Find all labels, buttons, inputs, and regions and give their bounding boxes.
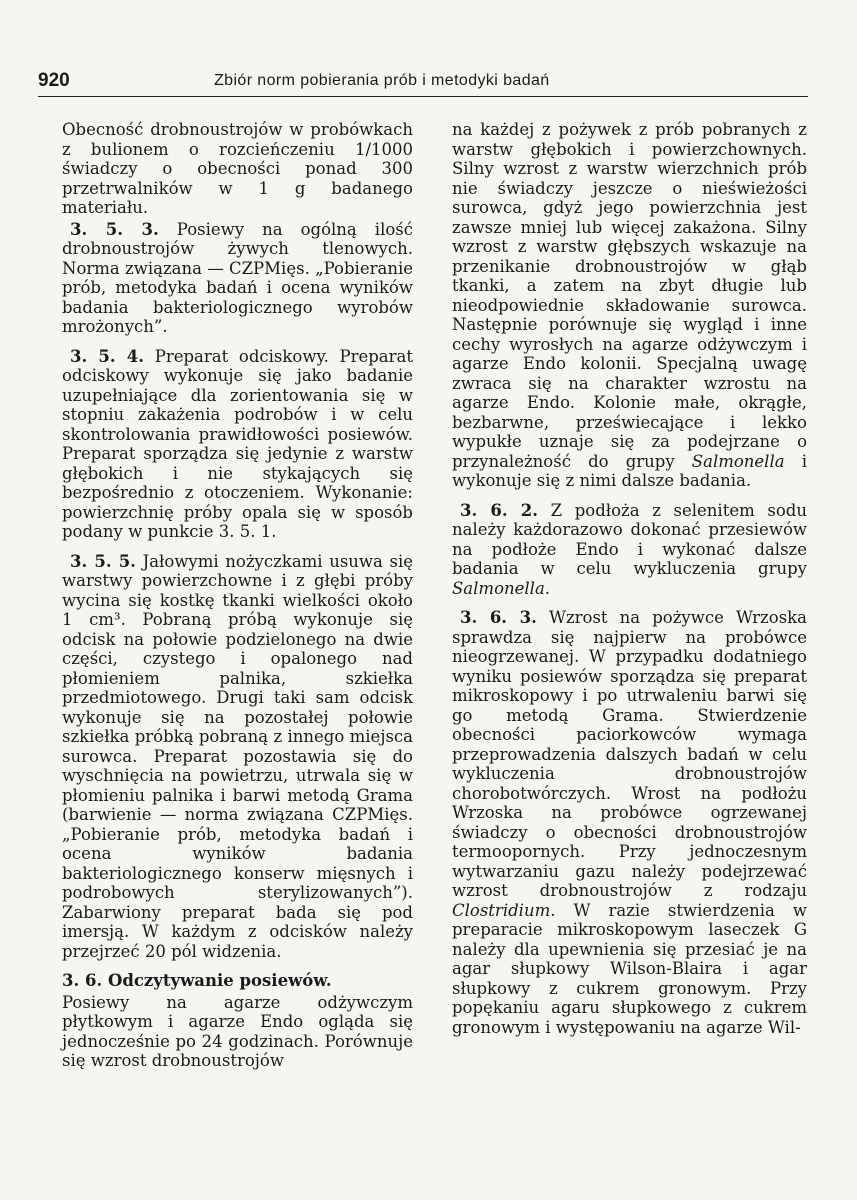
section-number: 3. 6. bbox=[62, 971, 103, 990]
left-column bbox=[62, 120, 413, 1071]
running-title: Zbiór norm pobierania prób i metodyki badań bbox=[214, 72, 550, 89]
paragraph: na każdej z pożywek z prób pobranych z warstw głębokich i powierzchownych. Silny wzrost z warstw wierzchnich prób nie świadczy jeszcze o nieświeżości surowca, gdyż jego powierzchnia jest zawsze mniej lub więcej zakażona. Silny wzrost z warstw głębszych wskazuje na przenikanie drobnoustrojów w głąb tkanki, a zatem na zbyt długie lub nieodpowiednie składowanie surowca. Następnie porównuje się wygląd i inne cechy wyrosłych na agarze odżywczym i agarze Endo kolonii. Specjalną uwagę zwraca się na charakter wzrostu na agarze Endo. Kolonie małe, okrągłe, bezbarwne, przeświecające i lekko wypukłe uznaje się za podejrzane o przynależność do grupy Salmonella i wykonuje się z nimi dalsze badania. bbox=[452, 120, 807, 490]
section-title: Odczytywanie posiewów. bbox=[107, 971, 332, 990]
paragraph-3-6-3: 3. 6. 3. Wzrost na pożywce Wrzoska sprawdza się najpierw na probówce nieogrzewanej. W przypadku dodatniego wyniku posiewów sporządza się preparat mikroskopowy i po utrwaleniu barwi się go metodą Grama. Stwierdzenie obecności paciorkowców wymaga przeprowadzenia dalszych badań w celu wykluczenia drobnoustrojów chorobotwórczych. Wrost na podłożu Wrzoska na probówce ogrzewanej świadczy o obecności drobnoustrojów termoopornych. Przy jednoczesnym wytwarzaniu gazu należy podejrzewać wzrost drobnoustrojów z rodzaju Clostridium. W razie stwierdzenia w preparacie mikroskopowym laseczek G należy dla upewnienia się przesiać je na agar słupkowy Wilson-Blaira i agar słupkowy z cukrem gronowym. Przy popękaniu agaru słupkowego z cukrem gronowym i występowaniu na agarze Wil- bbox=[452, 608, 807, 1037]
page-number: 920 bbox=[38, 70, 70, 91]
section-number: 3. 6. 2. bbox=[460, 500, 538, 520]
section-number: 3. 5. 3. bbox=[70, 219, 159, 239]
page-header bbox=[38, 70, 808, 96]
right-column bbox=[452, 120, 807, 1037]
section-heading bbox=[62, 971, 413, 991]
paragraph: Posiewy na agarze odżywczym płytkowym i agarze Endo ogląda się jednocześnie po 24 godzinach. Porównuje się wzrost drobnoustrojów bbox=[62, 992, 413, 1070]
section-number: 3. 6. 3. bbox=[460, 608, 537, 627]
paragraph-3-5-4: 3. 5. 4. Preparat odciskowy. Preparat odciskowy wykonuje się jako badanie uzupełniające dla zorientowania się w stopniu zakażenia podrobów i w celu skontrolowania prawidłowości posiewów. Preparat sporządza się jedynie z warstw głębokich i nie stykających się bezpośrednio z otoczeniem. Wykonanie: powierzchnię próby opala się w sposób podany w punkcie 3. 5. 1. bbox=[62, 346, 414, 541]
paragraph-3-5-3: 3. 5. 3. Posiewy na ogólną ilość drobnoustrojów żywych tlenowych. Norma związana — CZPMięs. „Pobieranie prób, metodyka badań i ocena wyników badania bakteriologicznego wyrobów mrożonych”. bbox=[62, 219, 413, 336]
header-rule bbox=[38, 96, 808, 97]
paragraph-3-6-2: 3. 6. 2. Z podłoża z selenitem sodu należy każdorazowo dokonać przesiewów na podłoże Endo i wykonać dalsze badania w celu wykluczenia grupy Salmonella. bbox=[452, 500, 807, 598]
paragraph-3-5-5: 3. 5. 5. Jałowymi nożyczkami usuwa się warstwy powierzchowne i z głębi próby wycina się kostkę tkanki wielkości około 1 cm³. Pobraną próbą wykonuje się odcisk na połowie podzielonego na dwie części, czystego i opalonego nad płomieniem palnika, szkiełka przedmiotowego. Drugi taki sam odcisk wykonuje się na pozostałej połowie szkiełka próbką pobraną z innego miejsca surowca. Preparat pozostawia się do wyschnięcia na powietrzu, utrwala się w płomieniu palnika i barwi metodą Grama (barwienie — norma związana CZPMięs. „Pobieranie prób, metodyka badań i ocena wyników badania bakteriologicznego konserw mięsnych i podrobowych sterylizowanych”). Zabarwiony preparat bada się pod imersją. W każdym z odcisków należy przejrzeć 20 pól widzenia. bbox=[62, 551, 414, 961]
section-number: 3. 5. 4. bbox=[70, 346, 145, 366]
section-number: 3. 5. 5. bbox=[70, 551, 136, 571]
paragraph: Obecność drobnoustrojów w probówkach z bulionem o rozcieńczeniu 1/1000 świadczy o obecności ponad 300 przetrwalników w 1 g badanego materiału. bbox=[62, 120, 413, 217]
